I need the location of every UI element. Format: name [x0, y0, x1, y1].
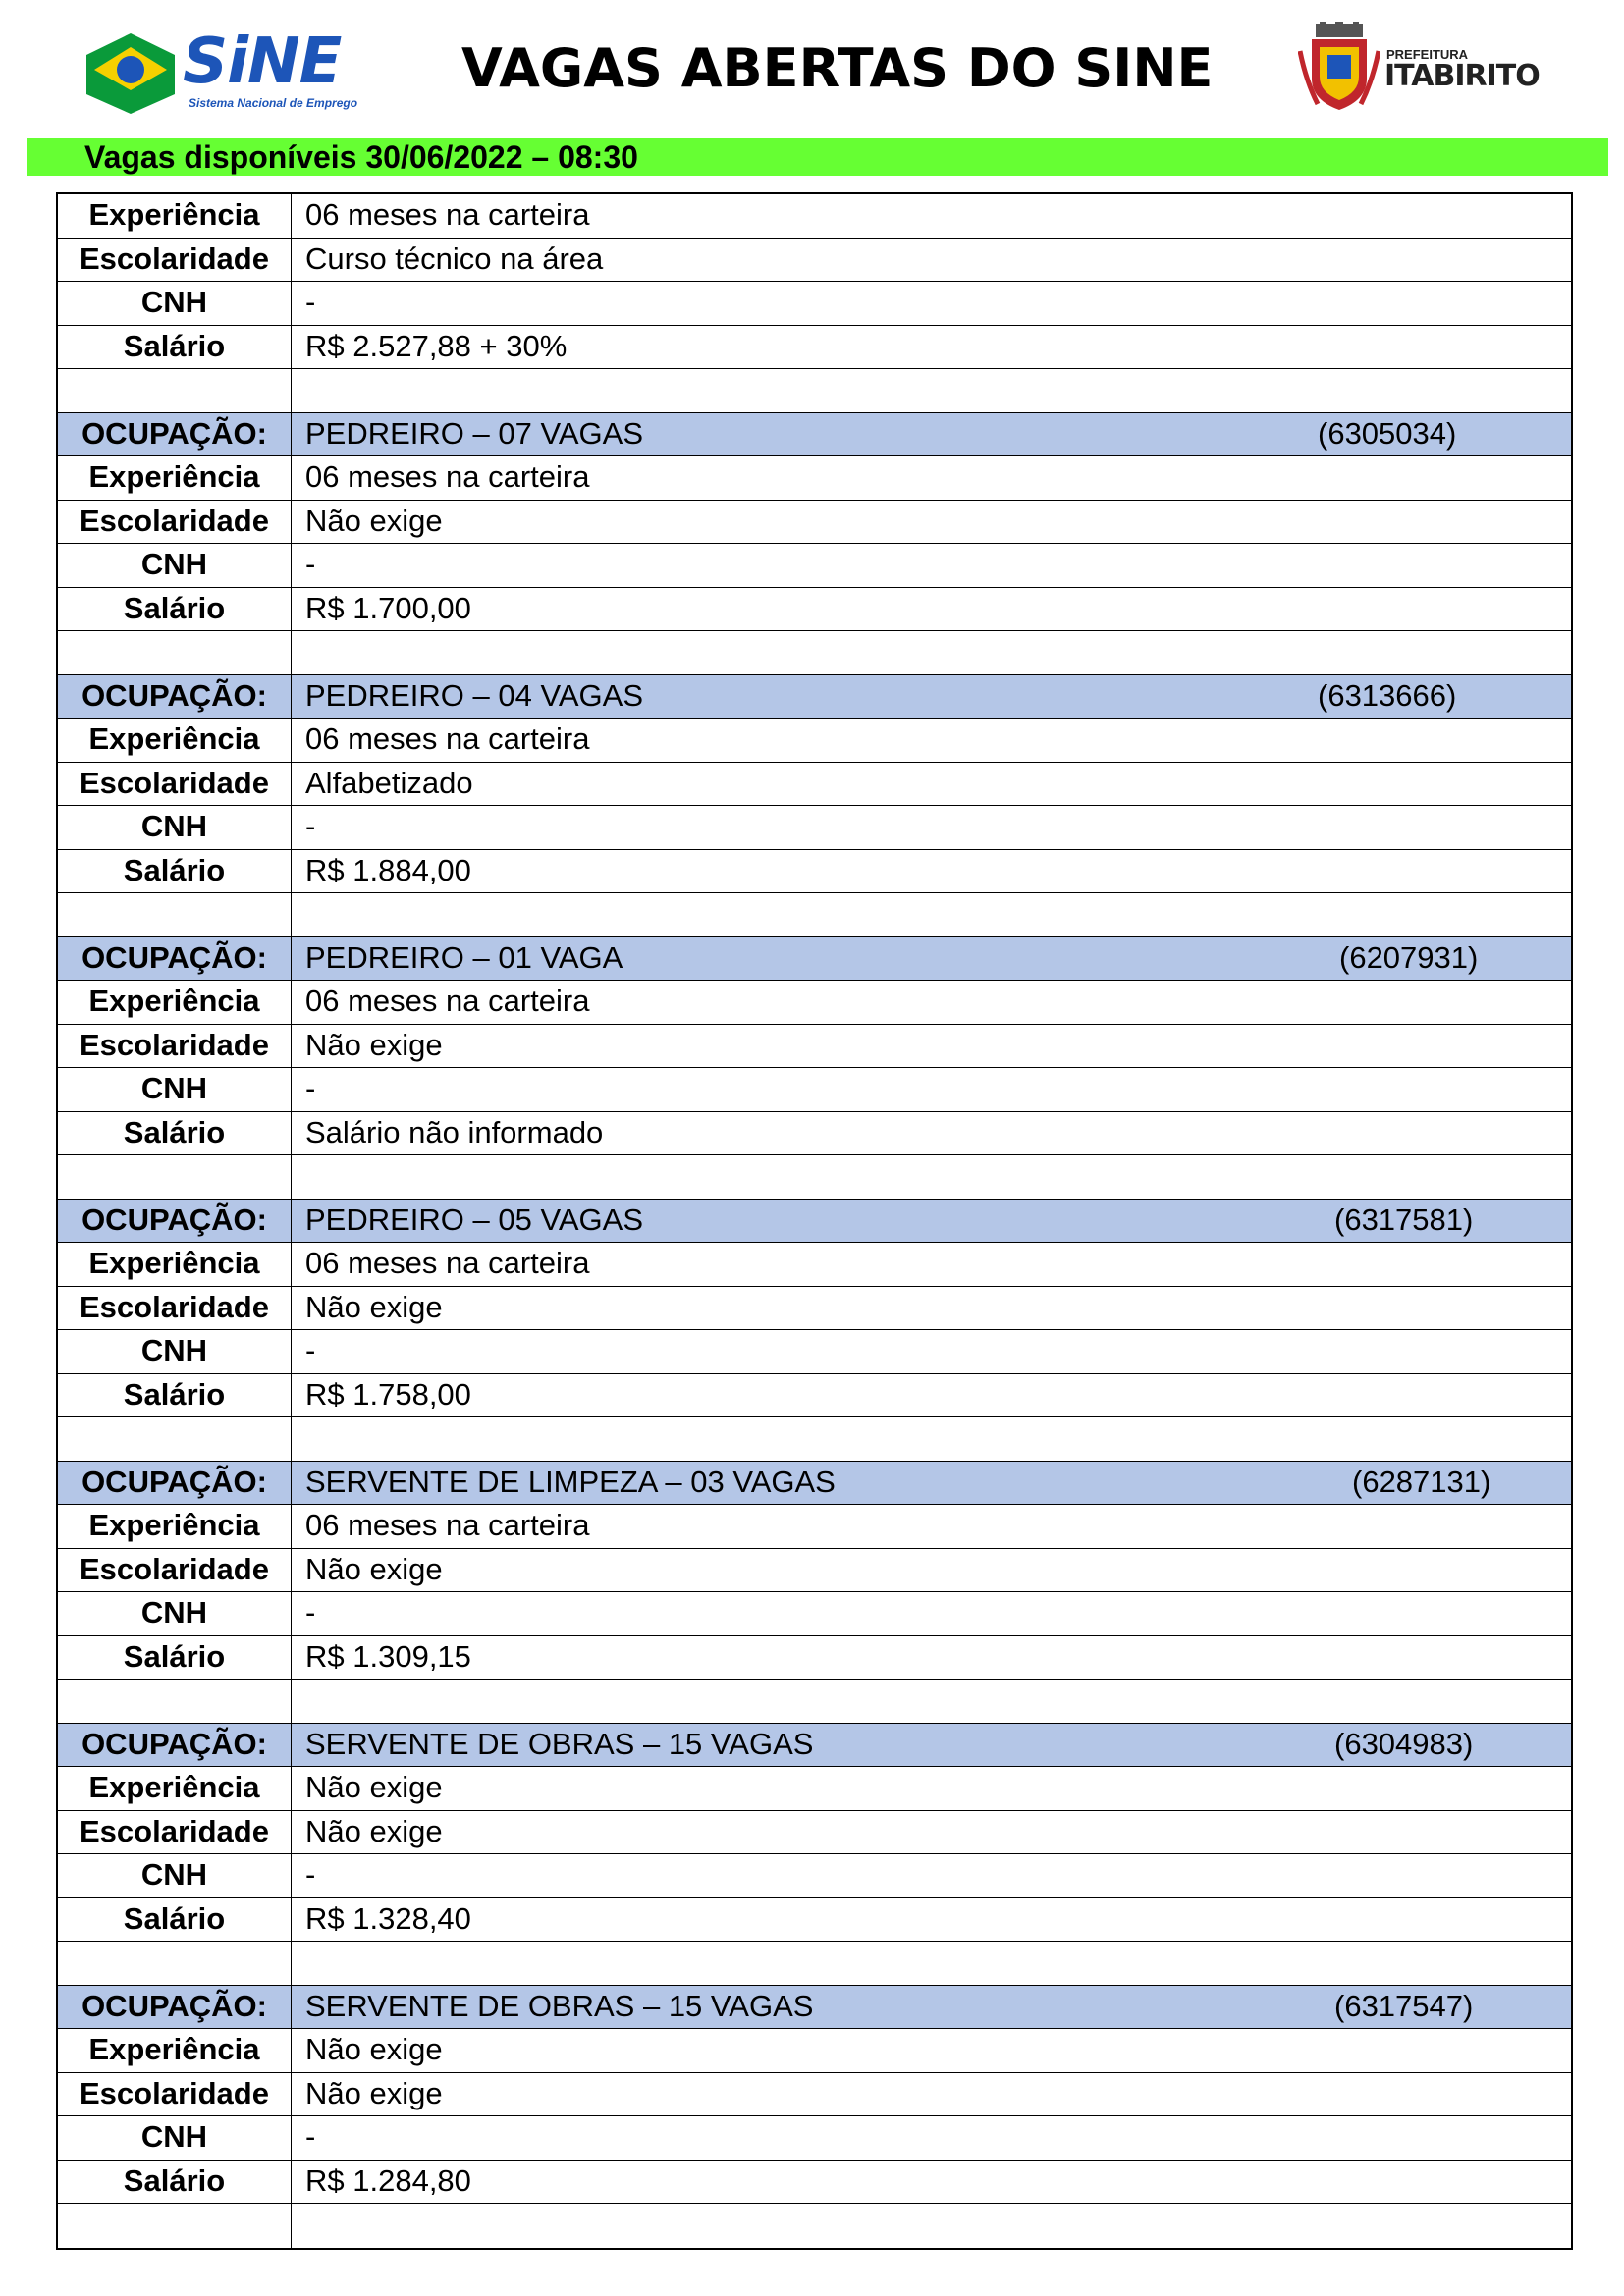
occupation-code: (6287131): [1352, 1464, 1491, 1499]
occupation-title: PEDREIRO – 04 VAGAS: [305, 677, 643, 713]
table-row: [58, 2073, 1571, 2117]
spacer-row: [58, 1417, 1571, 1462]
salary-value: R$ 2.527,88 + 30%: [305, 328, 568, 363]
education-value: Alfabetizado: [305, 765, 473, 800]
sine-flag-icon: [86, 26, 175, 114]
education-label: Escolaridade: [58, 239, 292, 282]
table-row: [58, 1854, 1571, 1898]
experience-value: 06 meses na carteira: [305, 459, 590, 494]
table-row: [58, 806, 1571, 850]
occupation-label: OCUPAÇÃO:: [58, 1200, 292, 1243]
license-value: -: [305, 547, 316, 581]
license-label: CNH: [58, 1854, 292, 1897]
table-row: [58, 719, 1571, 763]
license-label: CNH: [58, 1592, 292, 1635]
spacer-row: [58, 893, 1571, 937]
salary-value: R$ 1.284,80: [305, 2163, 471, 2198]
experience-label: Experiência: [58, 1505, 292, 1548]
experience-value: 06 meses na carteira: [305, 984, 590, 1018]
table-row: [58, 194, 1571, 239]
occupation-title: PEDREIRO – 07 VAGAS: [305, 415, 643, 451]
education-label: Escolaridade: [58, 763, 292, 806]
table-row: [58, 544, 1571, 588]
table-row: [58, 456, 1571, 501]
occupation-row: [58, 1986, 1571, 2030]
experience-label: Experiência: [58, 1767, 292, 1810]
salary-value: R$ 1.758,00: [305, 1376, 471, 1412]
license-value: -: [305, 285, 316, 319]
education-label: Escolaridade: [58, 1549, 292, 1592]
occupation-label: OCUPAÇÃO:: [58, 675, 292, 719]
education-label: Escolaridade: [58, 1287, 292, 1330]
education-label: Escolaridade: [58, 2073, 292, 2116]
table-row: [58, 1330, 1571, 1374]
experience-value: 06 meses na carteira: [305, 197, 590, 232]
education-label: Escolaridade: [58, 501, 292, 544]
license-label: CNH: [58, 1330, 292, 1373]
license-label: CNH: [58, 2116, 292, 2160]
table-row: [58, 2116, 1571, 2161]
occupation-title: SERVENTE DE OBRAS – 15 VAGAS: [305, 1726, 814, 1761]
sine-logo: [86, 26, 361, 114]
prefeitura-label: PREFEITURA: [1386, 47, 1469, 62]
page-header: [0, 0, 1624, 137]
spacer-row: [58, 369, 1571, 413]
education-value: Não exige: [305, 1551, 443, 1586]
occupation-title: SERVENTE DE LIMPEZA – 03 VAGAS: [305, 1464, 836, 1499]
occupation-code: (6317547): [1334, 1988, 1474, 2023]
spacer-row: [58, 2204, 1571, 2248]
education-value: Não exige: [305, 2075, 443, 2110]
table-row: [58, 1112, 1571, 1156]
experience-value: Não exige: [305, 2032, 443, 2066]
experience-value: 06 meses na carteira: [305, 1508, 590, 1542]
salary-label: Salário: [58, 588, 292, 631]
occupation-row: [58, 413, 1571, 457]
license-value: -: [305, 1857, 316, 1892]
salary-label: Salário: [58, 1112, 292, 1155]
occupation-title: PEDREIRO – 01 VAGA: [305, 939, 623, 975]
prefeitura-name: ITABIRITO: [1384, 59, 1540, 93]
table-row: [58, 1767, 1571, 1811]
city-coat-of-arms-icon: [1298, 22, 1380, 114]
spacer-row: [58, 1680, 1571, 1724]
table-row: [58, 981, 1571, 1025]
table-row: [58, 850, 1571, 894]
occupation-row: [58, 1462, 1571, 1506]
table-row: [58, 1025, 1571, 1069]
license-label: CNH: [58, 806, 292, 849]
experience-value: 06 meses na carteira: [305, 721, 590, 756]
table-row: [58, 2029, 1571, 2073]
table-row: [58, 1592, 1571, 1636]
experience-label: Experiência: [58, 719, 292, 762]
salary-label: Salário: [58, 326, 292, 369]
license-value: -: [305, 1071, 316, 1105]
license-label: CNH: [58, 282, 292, 325]
salary-label: Salário: [58, 850, 292, 893]
experience-label: Experiência: [58, 981, 292, 1024]
sine-logo-text: SiNE: [183, 26, 342, 98]
table-row: [58, 588, 1571, 632]
table-row: [58, 1811, 1571, 1855]
salary-value: R$ 1.884,00: [305, 852, 471, 887]
table-row: [58, 1374, 1571, 1418]
occupation-label: OCUPAÇÃO:: [58, 937, 292, 981]
spacer-row: [58, 1942, 1571, 1986]
table-row: [58, 1287, 1571, 1331]
experience-label: Experiência: [58, 1243, 292, 1286]
table-row: [58, 1243, 1571, 1287]
salary-label: Salário: [58, 1636, 292, 1680]
experience-value: 06 meses na carteira: [305, 1246, 590, 1280]
license-label: CNH: [58, 544, 292, 587]
occupation-label: OCUPAÇÃO:: [58, 1462, 292, 1505]
experience-label: Experiência: [58, 194, 292, 238]
occupation-code: (6304983): [1334, 1726, 1474, 1761]
license-value: -: [305, 809, 316, 843]
experience-label: Experiência: [58, 456, 292, 500]
occupation-row: [58, 937, 1571, 982]
license-label: CNH: [58, 1068, 292, 1111]
date-banner: [27, 138, 1608, 176]
table-row: [58, 1636, 1571, 1681]
table-row: [58, 239, 1571, 283]
occupation-title: SERVENTE DE OBRAS – 15 VAGAS: [305, 1988, 814, 2023]
education-value: Não exige: [305, 1027, 443, 1062]
education-label: Escolaridade: [58, 1811, 292, 1854]
salary-value: R$ 1.309,15: [305, 1638, 471, 1674]
salary-label: Salário: [58, 1374, 292, 1417]
occupation-row: [58, 675, 1571, 720]
spacer-row: [58, 1155, 1571, 1200]
salary-value: R$ 1.328,40: [305, 1900, 471, 1936]
education-value: Curso técnico na área: [305, 240, 604, 276]
occupation-row: [58, 1200, 1571, 1244]
occupation-title: PEDREIRO – 05 VAGAS: [305, 1201, 643, 1237]
salary-value: R$ 1.700,00: [305, 590, 471, 625]
salary-label: Salário: [58, 2161, 292, 2204]
spacer-row: [58, 631, 1571, 675]
occupation-label: OCUPAÇÃO:: [58, 1986, 292, 2029]
experience-label: Experiência: [58, 2029, 292, 2072]
table-row: [58, 282, 1571, 326]
occupation-code: (6207931): [1339, 939, 1479, 975]
occupation-label: OCUPAÇÃO:: [58, 413, 292, 456]
occupation-code: (6305034): [1318, 415, 1457, 451]
occupation-label: OCUPAÇÃO:: [58, 1724, 292, 1767]
table-row: [58, 763, 1571, 807]
education-value: Não exige: [305, 1289, 443, 1324]
salary-value: Salário não informado: [305, 1114, 604, 1149]
occupation-row: [58, 1724, 1571, 1768]
job-table: [56, 192, 1573, 2250]
occupation-code: (6313666): [1318, 677, 1457, 713]
license-value: -: [305, 1333, 316, 1367]
salary-label: Salário: [58, 1898, 292, 1942]
prefeitura-logo: [1298, 22, 1543, 114]
sine-logo-subtitle: Sistema Nacional de Emprego: [189, 96, 358, 110]
date-line: Vagas disponíveis 30/06/2022 – 08:30: [84, 139, 638, 175]
education-value: Não exige: [305, 503, 443, 538]
education-value: Não exige: [305, 1813, 443, 1848]
table-row: [58, 1549, 1571, 1593]
license-value: -: [305, 2119, 316, 2154]
education-label: Escolaridade: [58, 1025, 292, 1068]
experience-value: Não exige: [305, 1770, 443, 1804]
occupation-code: (6317581): [1334, 1201, 1474, 1237]
table-row: [58, 2161, 1571, 2205]
table-row: [58, 1068, 1571, 1112]
table-row: [58, 326, 1571, 370]
page-title: VAGAS ABERTAS DO SINE: [461, 37, 1214, 99]
license-value: -: [305, 1595, 316, 1629]
table-row: [58, 1505, 1571, 1549]
table-row: [58, 501, 1571, 545]
table-row: [58, 1898, 1571, 1943]
